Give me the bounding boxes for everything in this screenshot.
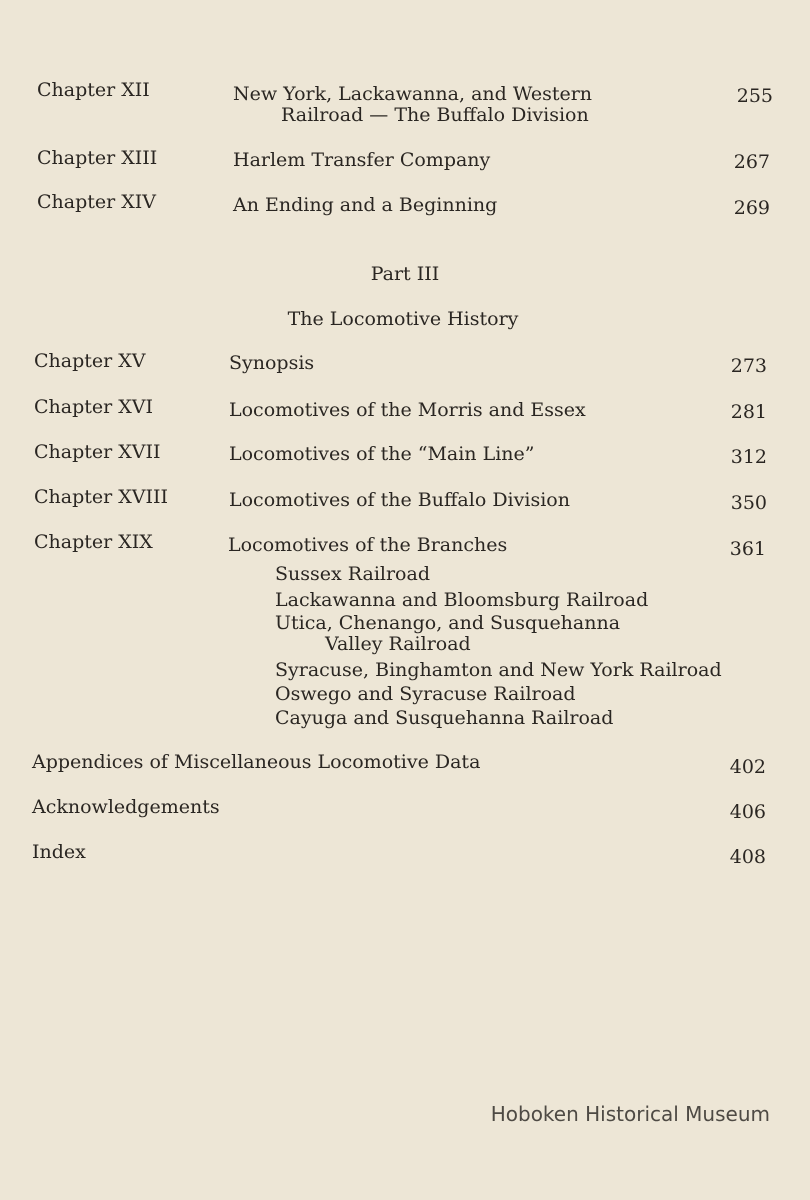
chapter-label: Chapter XIX xyxy=(34,531,153,553)
chapter-title: Locomotives of the “Main Line” xyxy=(229,443,535,465)
chapter-label: Chapter XVI xyxy=(34,396,154,418)
page-number: 267 xyxy=(733,151,770,173)
page-number: 361 xyxy=(729,538,766,560)
page-number: 408 xyxy=(729,846,766,868)
page-number: 312 xyxy=(730,446,767,468)
part-subtitle: The Locomotive History xyxy=(287,308,519,330)
branch-line-item: Sussex Railroad xyxy=(275,563,430,585)
page-number: 406 xyxy=(729,801,766,823)
chapter-label: Chapter XVII xyxy=(34,441,161,463)
branch-line-item: Oswego and Syracuse Railroad xyxy=(275,683,576,705)
chapter-title-continued: Railroad — The Buffalo Division xyxy=(281,104,589,126)
chapter-label: Chapter XIII xyxy=(37,147,158,169)
chapter-title: An Ending and a Beginning xyxy=(233,194,498,216)
chapter-label: Chapter XII xyxy=(37,79,150,101)
back-matter-title: Index xyxy=(32,841,86,863)
chapter-label: Chapter XVIII xyxy=(34,486,169,508)
branch-line-item: Syracuse, Binghamton and New York Railroad xyxy=(275,659,722,681)
page-number: 281 xyxy=(730,401,767,423)
branch-line-item: Utica, Chenango, and Susquehanna xyxy=(275,612,621,634)
back-matter-title: Appendices of Miscellaneous Locomotive Data xyxy=(32,751,481,773)
page-number: 402 xyxy=(729,756,766,778)
chapter-title: Harlem Transfer Company xyxy=(233,149,491,171)
part-heading: Part III xyxy=(370,263,440,285)
chapter-label: Chapter XIV xyxy=(37,191,157,213)
branch-line-item-continued: Valley Railroad xyxy=(325,633,471,655)
page-number: 273 xyxy=(730,355,767,377)
page-number: 269 xyxy=(733,197,770,219)
back-matter-title: Acknowledgements xyxy=(32,796,220,818)
chapter-title: Locomotives of the Buffalo Division xyxy=(229,489,570,511)
page-number: 350 xyxy=(730,492,767,514)
chapter-title: New York, Lackawanna, and Western xyxy=(233,83,593,105)
chapter-title: Locomotives of the Branches xyxy=(228,534,508,556)
page-number: 255 xyxy=(736,85,773,107)
museum-watermark: Hoboken Historical Museum xyxy=(490,1102,770,1126)
chapter-label: Chapter XV xyxy=(34,350,146,372)
chapter-title: Locomotives of the Morris and Essex xyxy=(229,399,586,421)
chapter-title: Synopsis xyxy=(229,352,315,374)
branch-line-item: Lackawanna and Bloomsburg Railroad xyxy=(275,589,649,611)
branch-line-item: Cayuga and Susquehanna Railroad xyxy=(275,707,614,729)
